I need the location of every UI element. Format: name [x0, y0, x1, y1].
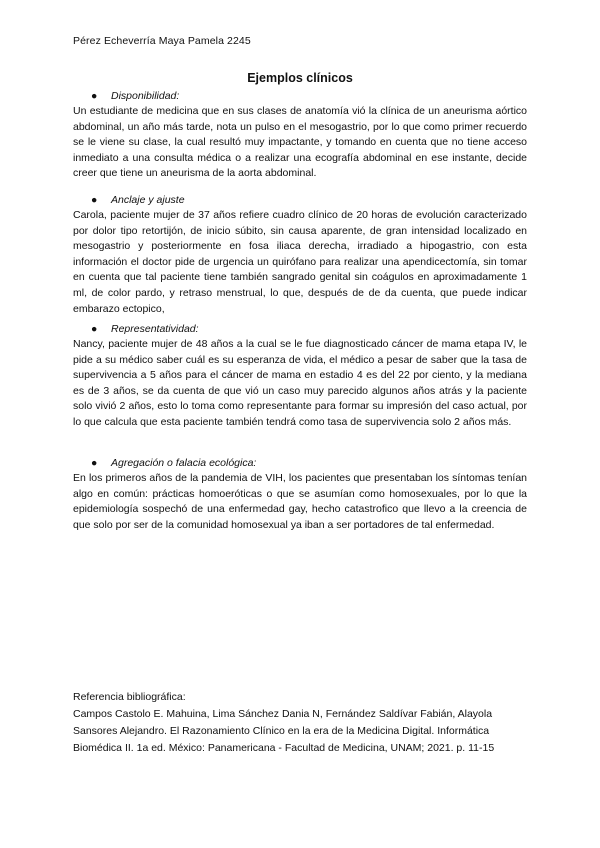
bibliography-line: Campos Castolo E. Mahuina, Lima Sánchez Dania N, Fernández Saldívar Fabián, Alayola	[73, 708, 493, 720]
section-paragraph: En los primeros años de la pandemia de VIH, los pacientes que presentaban los síntomas tenían algo en común: prácticas homoeróticas o que se asumían como homosexuales, por lo que la epidemiología sospechó de una enfermedad gay, hecho catastrofico que llevo a la creencia de que solo por ser de la comunidad homosexual ya iban a ser portadores de tal enfermedad.	[73, 472, 527, 531]
section-paragraph: Un estudiante de medicina que en sus clases de anatomía vió la clínica de un aneurisma aórtico abdominal, un año más tarde, nota un pulso en el mesogastrio, por lo que como primer recuerdo se le viene su clase, la cual resultó muy impactante, y tomando en cuenta que no tiene acceso inmediato a una consulta médica o a realizar una ecografía abdominal en ese instante, decide creer que tiene un aneurisma de la aorta abdominal.	[73, 105, 527, 180]
section-agregacion	[73, 456, 527, 533]
section-heading-text: Agregación o falacia ecológica:	[111, 457, 257, 469]
page-title: Ejemplos clínicos	[247, 71, 353, 85]
bullet-icon: ●	[91, 457, 98, 469]
section-anclaje	[73, 193, 527, 317]
section-heading-text: Disponibilidad:	[111, 90, 180, 102]
bibliography-label: Referencia bibliográfica:	[73, 691, 186, 703]
bibliography-line: Biomédica II. 1a ed. México: Panamericana - Facultad de Medicina, UNAM; 2021. p. 11-15	[73, 742, 495, 754]
section-disponibilidad	[73, 89, 527, 182]
section-heading-text: Anclaje y ajuste	[111, 194, 185, 206]
section-heading	[91, 456, 527, 471]
section-paragraph: Carola, paciente mujer de 37 años refiere cuadro clínico de 20 horas de evolución caracterizado por dolor tipo retortijón, de inicio súbito, sin causa aparente, de gran intensidad localizado en mesogastrio y posteriormente en fosa iliaca derecha, irradiado a hipogastrio, con esta información el doctor pide de urgencia un quirófano para realizar una apendicectomía, sin tomar en cuenta que tal paciente tiene también sangrado genital sin coágulos en aproximadamente 1 ml, de color pardo, y retraso menstrual, lo que, después de de da cuenta, que puede indicar embarazo ectopico,	[73, 209, 527, 315]
section-heading	[91, 89, 527, 104]
section-heading	[91, 193, 527, 208]
bibliography-line: Sansores Alejandro. El Razonamiento Clínico en la era de la Medicina Digital. Informática	[73, 725, 490, 737]
section-representatividad	[73, 322, 527, 431]
bullet-icon: ●	[91, 323, 98, 335]
section-paragraph: Nancy, paciente mujer de 48 años a la cual se le fue diagnosticado cáncer de mama etapa IV, le pide a su médico saber cuál es su esperanza de vida, el médico a pesar de saber que la tasa de supervivencia a 5 años para el cáncer de mama en estadio 4 es del 22 por ciento, y la mediana es de 3 años, se da cuenta de que vió un caso muy parecido algunos años atrás y la paciente solo vivió 2 años, esto lo toma como representante para formar su impresión del caso actual, por lo que calcula que esta paciente también tendrá como tasa de supervivencia solo 2 años más.	[73, 338, 527, 428]
section-heading	[91, 322, 527, 337]
author-header: Pérez Echeverría Maya Pamela 2245	[73, 35, 251, 47]
bullet-icon: ●	[91, 194, 98, 206]
bullet-icon: ●	[91, 90, 98, 102]
section-heading-text: Representatividad:	[111, 323, 199, 335]
bibliography	[73, 689, 527, 757]
